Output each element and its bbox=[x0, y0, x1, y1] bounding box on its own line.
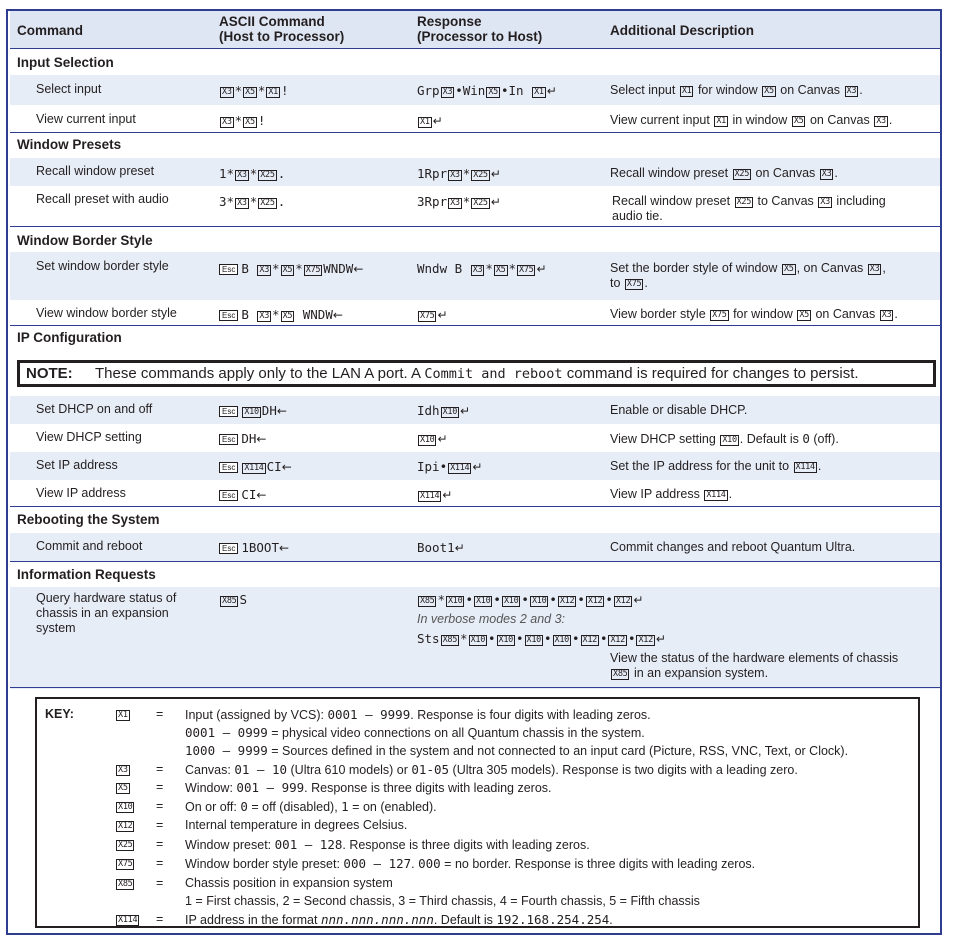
response-set-dhcp: Idh X10 ↵ bbox=[417, 403, 471, 418]
ascii-set-border: Esc B X3 * X5 * X75 WNDW← bbox=[219, 261, 363, 277]
response-view-border: X75 ↵ bbox=[420, 308, 448, 322]
key-x12-text: Internal temperature in degrees Celsius. bbox=[185, 818, 408, 832]
verbose-label: In verbose modes 2 and 3: bbox=[417, 612, 566, 626]
command-view-ip: View IP address bbox=[36, 486, 126, 500]
note-text: These commands apply only to the LAN A port. A Commit and reboot command is required for changes to persist. bbox=[95, 365, 859, 382]
key-x5-eq: = bbox=[156, 780, 164, 794]
table-row bbox=[10, 252, 940, 300]
command-query-hw: Query hardware status of chassis in an expansion system bbox=[36, 591, 177, 635]
response-query-hw: X85 * X10 • X10 • X10 • X10 • X12 • X12 • X12 ↵ bbox=[420, 592, 644, 607]
desc-commit: Commit changes and reboot Quantum Ultra. bbox=[610, 540, 856, 554]
key-x1-sub2: 1000 – 9999 = Sources defined in the system and not connected to an input card (Picture, RSS, VNC, Text, or Clock). bbox=[185, 743, 849, 758]
table-row bbox=[10, 533, 940, 561]
key-x85-var: X85 bbox=[118, 879, 133, 889]
key-x75-text: Window border style preset: 000 – 127. 000 = no border. Response is three digits with leading zeros. bbox=[185, 856, 756, 871]
table-row bbox=[10, 452, 940, 480]
command-set-dhcp: Set DHCP on and off bbox=[36, 402, 153, 416]
header-ascii: ASCII Command (Host to Processor) bbox=[219, 14, 345, 44]
key-x1-text: Input (assigned by VCS): 0001 – 9999. Response is four digits with leading zeros. bbox=[185, 707, 651, 722]
key-x114-eq: = bbox=[156, 912, 164, 926]
key-x1-var: X1 bbox=[118, 710, 128, 720]
key-x12-var: X12 bbox=[118, 821, 133, 831]
note-label: NOTE: bbox=[26, 365, 73, 382]
response-select-input: Grp X3 •Win X5 •In X1 ↵ bbox=[417, 83, 557, 98]
response-commit: Boot1↵ bbox=[417, 540, 465, 555]
ascii-view-dhcp: Esc DH← bbox=[219, 431, 266, 447]
key-x1-sub1: 0001 – 0999 = physical video connections on all Quantum chassis in the system. bbox=[185, 725, 645, 740]
desc-set-dhcp: Enable or disable DHCP. bbox=[610, 403, 748, 417]
table-row bbox=[10, 424, 940, 452]
desc-select-input: Select input X1 for window X5 on Canvas X3 . bbox=[610, 83, 863, 97]
key-x25-eq: = bbox=[156, 837, 164, 851]
section-border-style: Window Border Style bbox=[10, 226, 940, 250]
key-x10-var: X10 bbox=[118, 802, 133, 812]
response-view-input: X1 ↵ bbox=[420, 114, 443, 128]
section-window-presets: Window Presets bbox=[10, 132, 940, 156]
desc-view-dhcp: View DHCP setting X10 . Default is 0 (off). bbox=[610, 431, 839, 446]
desc-view-input: View current input X1 in window X5 on Canvas X3 . bbox=[610, 113, 893, 127]
response-query-hw-verbose: Sts X85 * X10 • X10 • X10 • X10 • X12 • X12 • X12 ↵ bbox=[417, 631, 666, 646]
header-response: Response (Processor to Host) bbox=[417, 14, 543, 44]
section-info-requests: Information Requests bbox=[10, 561, 940, 585]
key-x5-text: Window: 001 – 999. Response is three digits with leading zeros. bbox=[185, 780, 552, 795]
key-x25-text: Window preset: 001 – 128. Response is three digits with leading zeros. bbox=[185, 837, 590, 852]
key-x3-text: Canvas: 01 – 10 (Ultra 610 models) or 01-05 (Ultra 305 models). Response is two digits with a leading zero. bbox=[185, 762, 798, 777]
response-recall-preset: 1Rpr X3 * X25 ↵ bbox=[417, 166, 501, 181]
ascii-recall-audio: 3* X3 * X25 . bbox=[219, 194, 286, 209]
table-row bbox=[10, 480, 940, 508]
key-x12-eq: = bbox=[156, 818, 164, 832]
command-recall-preset: Recall window preset bbox=[36, 164, 155, 178]
key-x1-eq: = bbox=[156, 707, 164, 721]
key-x114-var: X114 bbox=[118, 915, 138, 925]
key-x3-var: X3 bbox=[118, 765, 128, 775]
command-commit: Commit and reboot bbox=[36, 539, 143, 553]
key-x25-var: X25 bbox=[118, 840, 133, 850]
desc-set-border: Set the border style of window X5 , on Canvas X3 , to X75 . bbox=[610, 261, 886, 290]
command-set-border: Set window border style bbox=[36, 259, 169, 273]
divider bbox=[10, 687, 940, 688]
note-box bbox=[17, 360, 936, 387]
key-x75-var: X75 bbox=[118, 859, 133, 869]
key-x85-sub: 1 = First chassis, 2 = Second chassis, 3 = Third chassis, 4 = Fourth chassis, 5 = Fifth chassis bbox=[185, 894, 700, 908]
ascii-view-input: X3 * X5 ! bbox=[222, 113, 266, 128]
ascii-set-ip: Esc X114 CI← bbox=[219, 459, 292, 475]
command-view-dhcp: View DHCP setting bbox=[36, 430, 142, 444]
key-x114-text: IP address in the format nnn.nnn.nnn.nnn. Default is 192.168.254.254. bbox=[185, 912, 613, 927]
key-x5-var: X5 bbox=[118, 783, 128, 793]
desc-view-border: View border style X75 for window X5 on Canvas X3 . bbox=[610, 307, 898, 321]
ascii-view-ip: Esc CI← bbox=[219, 487, 266, 503]
table-row bbox=[10, 75, 940, 105]
header-command: Command bbox=[17, 23, 84, 38]
ascii-recall-preset: 1* X3 * X25 . bbox=[219, 166, 286, 181]
table-row bbox=[10, 158, 940, 186]
header-description: Additional Description bbox=[610, 23, 755, 38]
desc-view-ip: View IP address X114 . bbox=[610, 487, 733, 501]
ascii-view-border: Esc B X3 * X5 WNDW← bbox=[219, 307, 343, 323]
table-row bbox=[10, 587, 940, 689]
command-select-input: Select input bbox=[36, 82, 102, 96]
desc-set-ip: Set the IP address for the unit to X114 . bbox=[610, 459, 822, 473]
response-recall-audio: 3Rpr X3 * X25 ↵ bbox=[417, 194, 501, 209]
ascii-query-hw: X85 S bbox=[222, 592, 247, 607]
key-x10-eq: = bbox=[156, 799, 164, 813]
table-row bbox=[10, 105, 940, 135]
key-x85-text: Chassis position in expansion system bbox=[185, 876, 393, 890]
response-set-border: Wndw B X3 * X5 * X75 ↵ bbox=[417, 261, 547, 276]
command-recall-audio: Recall preset with audio bbox=[36, 192, 169, 206]
key-box bbox=[35, 697, 920, 928]
section-rebooting: Rebooting the System bbox=[10, 506, 940, 531]
response-set-ip: Ipi• X114 ↵ bbox=[417, 459, 483, 474]
table-row bbox=[10, 396, 940, 424]
key-x3-eq: = bbox=[156, 762, 164, 776]
key-x10-text: On or off: 0 = off (disabled), 1 = on (enabled). bbox=[185, 799, 437, 814]
key-x85-eq: = bbox=[156, 876, 164, 890]
table-header bbox=[10, 11, 940, 49]
ascii-set-dhcp: Esc X10 DH← bbox=[219, 403, 287, 419]
command-set-ip: Set IP address bbox=[36, 458, 118, 472]
section-ip-config: IP Configuration bbox=[10, 325, 940, 351]
key-title: KEY: bbox=[45, 707, 74, 721]
command-table bbox=[6, 9, 942, 935]
desc-query-hw: View the status of the hardware elements of chassis X85 in an expansion system. bbox=[610, 651, 899, 680]
ascii-commit: Esc 1BOOT← bbox=[219, 540, 289, 556]
table-row bbox=[10, 300, 940, 328]
response-view-dhcp: X10 ↵ bbox=[420, 432, 448, 446]
section-input-selection: Input Selection bbox=[17, 55, 114, 70]
desc-recall-audio: Recall window preset X25 to Canvas X3 including audio tie. bbox=[612, 194, 886, 223]
command-view-border: View window border style bbox=[36, 306, 177, 320]
command-view-input: View current input bbox=[36, 112, 136, 126]
key-x75-eq: = bbox=[156, 856, 164, 870]
response-view-ip: X114 ↵ bbox=[420, 488, 453, 502]
ascii-select-input: X3 * X5 * X1 ! bbox=[222, 83, 289, 98]
desc-recall-preset: Recall window preset X25 on Canvas X3 . bbox=[610, 166, 838, 180]
